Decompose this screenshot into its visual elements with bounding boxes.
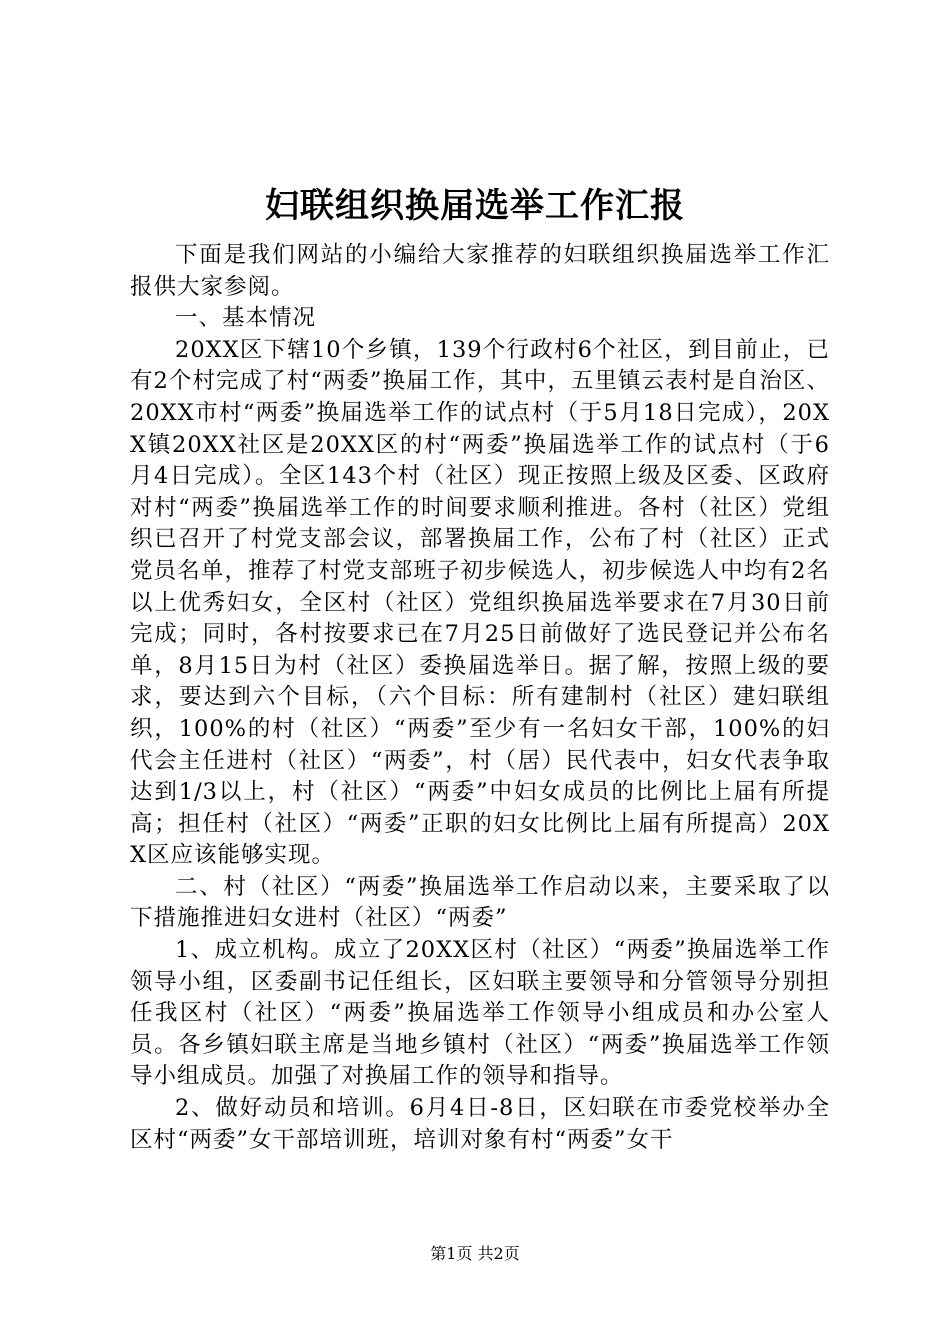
- paragraph-measure-2: 2、做好动员和培训。6月4日-8日，区妇联在市委党校举办全区村“两委”女干部培训班，培训对象有村“两委”女干: [130, 1095, 830, 1153]
- paragraph-measure-1: 1、成立机构。成立了20XX区村（社区）“两委”换届选举工作领导小组，区委副书记任组长，区妇联主要领导和分管领导分别担任我区村（社区）“两委”换届选举工作领导小组成员和办公室人员。各乡镇妇联主席是当地乡镇村（社区）“两委”换届选举工作领导小组成员。加强了对换届工作的领导和指导。: [130, 937, 830, 1090]
- section-heading-basic-situation: 一、基本情况: [175, 305, 317, 332]
- paragraph-intro: 下面是我们网站的小编给大家推荐的妇联组织换届选举工作汇报供大家参阅。: [130, 242, 830, 300]
- document-title: 妇联组织换届选举工作汇报: [265, 186, 685, 226]
- section-heading-measures: 二、村（社区）“两委”换届选举工作启动以来，主要采取了以下措施推进妇女进村（社区）“两委”: [130, 873, 830, 932]
- paragraph-basic-situation: 20XX区下辖10个乡镇，139个行政村6个社区，到目前止，已有2个村完成了村“两委”换届工作，其中，五里镇云表村是自治区、20XX市村“两委”换届选举工作的试点村（于5月18日完成），20XX镇20XX社区是20XX区的村“两委”换届选举工作的试点村（于6月4日完成）。全区143个村（社区）现正按照上级及区委、区政府对村“两委”换届选举工作的时间要求顺利推进。各村（社区）党组织已召开了村党支部会议，部署换届工作，公布了村（社区）正式党员名单，推荐了村党支部班子初步候选人，初步候选人中均有2名以上优秀妇女，全区村（社区）党组织换届选举要求在7月30日前完成；同时，各村按要求已在7月25日前做好了选民登记并公布名单，8月15日为村（社区）委换届选举日。据了解，按照上级的要求，要达到六个目标，（六个目标：所有建制村（社区）建妇联组织，100%的村（社区）“两委”至少有一名妇女干部，100%的妇代会主任进村（社区）“两委”，村（居）民代表中，妇女代表争取达到1/3以上，村（社区）“两委”中妇女成员的比例比上届有所提高；担任村（社区）“两委”正职的妇女比例比上届有所提高）20XX区应该能够实现。: [130, 336, 831, 869]
- document-body: [130, 240, 830, 1156]
- page-footer: 第1页 共2页: [430, 1244, 520, 1263]
